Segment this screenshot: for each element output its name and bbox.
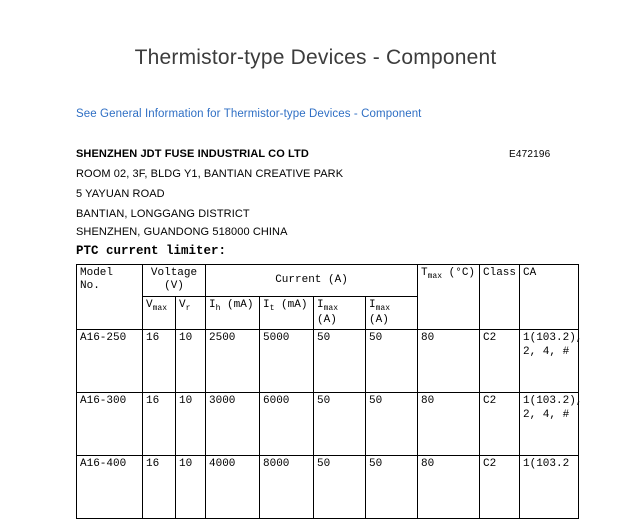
cell-ih: 3000 <box>206 393 260 456</box>
cell-vr: 10 <box>176 456 206 519</box>
address-line: 5 YAYUAN ROAD <box>76 188 165 200</box>
cell-it: 5000 <box>260 330 314 393</box>
cell-it: 8000 <box>260 456 314 519</box>
cell-ca: 1(103.2), 2, 4, # <box>520 393 579 456</box>
column-header-imax-2-unit: (A) <box>369 313 389 326</box>
column-header-imax-1-unit: (A) <box>317 313 337 326</box>
column-header-imax-1-symbol: I <box>317 298 324 311</box>
cell-model: A16-300 <box>77 393 143 456</box>
group-header-voltage-line1: Voltage <box>150 267 198 279</box>
cell-imax-1: 50 <box>314 393 366 456</box>
cell-vr: 10 <box>176 393 206 456</box>
table-row <box>77 330 579 393</box>
cell-vr: 10 <box>176 330 206 393</box>
address-line: BANTIAN, LONGGANG DISTRICT <box>76 208 250 220</box>
column-header-it-symbol: I <box>263 298 270 311</box>
cell-vmax: 16 <box>143 330 176 393</box>
column-header-ih <box>206 296 260 329</box>
column-header-vr <box>176 296 206 329</box>
address-line: SHENZHEN, GUANDONG 518000 CHINA <box>76 226 288 238</box>
column-header-tmax-unit: (°C) <box>448 267 476 279</box>
table-row <box>77 456 579 519</box>
column-header-model-line2: No. <box>80 280 100 293</box>
column-header-it-unit: (mA) <box>281 298 308 311</box>
column-header-class: Class <box>480 265 520 330</box>
table-group-header-row <box>77 265 579 297</box>
cell-tmax: 80 <box>418 393 480 456</box>
column-header-tmax <box>418 265 480 330</box>
cell-ca: 1(103.2 <box>520 456 579 519</box>
column-header-vr-symbol: V <box>179 298 186 311</box>
column-header-vmax <box>143 296 176 329</box>
column-header-ca: CA <box>520 265 579 330</box>
general-information-link[interactable]: See General Information for Thermistor-type Devices - Component <box>76 108 422 120</box>
cell-model: A16-250 <box>77 330 143 393</box>
column-header-vmax-symbol: V <box>146 298 153 311</box>
column-header-tmax-symbol: T <box>421 267 428 279</box>
column-header-model-line1: Model <box>80 267 114 279</box>
cell-imax-2: 50 <box>366 330 418 393</box>
cell-imax-1: 50 <box>314 330 366 393</box>
column-header-ih-symbol: I <box>209 298 216 311</box>
file-number: E472196 <box>509 149 551 160</box>
column-header-imax-2-subscript: max <box>375 304 391 313</box>
column-header-vmax-subscript: max <box>152 304 168 313</box>
cell-model: A16-400 <box>77 456 143 519</box>
column-header-tmax-subscript: max <box>427 272 443 282</box>
cell-class: C2 <box>480 330 520 393</box>
cell-ih: 4000 <box>206 456 260 519</box>
ptc-current-limiter-table <box>76 264 583 519</box>
cell-tmax: 80 <box>418 330 480 393</box>
column-header-ih-subscript: h <box>215 304 221 313</box>
cell-class: C2 <box>480 456 520 519</box>
column-header-imax-2 <box>366 296 418 329</box>
column-header-model <box>77 265 143 330</box>
section-title: PTC current limiter: <box>76 244 227 258</box>
group-header-voltage-line2: (V) <box>164 280 184 293</box>
cell-imax-2: 50 <box>366 393 418 456</box>
cell-imax-1: 50 <box>314 456 366 519</box>
cell-vmax: 16 <box>143 456 176 519</box>
column-header-it <box>260 296 314 329</box>
column-header-it-subscript: t <box>269 304 275 313</box>
table-row <box>77 393 579 456</box>
address-line: ROOM 02, 3F, BLDG Y1, BANTIAN CREATIVE PARK <box>76 168 344 180</box>
company-name: SHENZHEN JDT FUSE INDUSTRIAL CO LTD <box>76 148 309 160</box>
column-header-imax-1 <box>314 296 366 329</box>
cell-it: 6000 <box>260 393 314 456</box>
cell-tmax: 80 <box>418 456 480 519</box>
cell-imax-2: 50 <box>366 456 418 519</box>
column-header-imax-2-symbol: I <box>369 298 376 311</box>
page-title: Thermistor-type Devices - Component <box>134 46 497 69</box>
group-header-voltage <box>143 265 206 297</box>
column-header-imax-1-subscript: max <box>323 304 339 313</box>
cell-ca: 1(103.2), 2, 4, # <box>520 330 579 393</box>
cell-ih: 2500 <box>206 330 260 393</box>
cell-class: C2 <box>480 393 520 456</box>
column-header-ih-unit: (mA) <box>227 298 254 311</box>
group-header-current: Current (A) <box>206 265 418 297</box>
column-header-vr-subscript: r <box>185 304 191 313</box>
cell-vmax: 16 <box>143 393 176 456</box>
